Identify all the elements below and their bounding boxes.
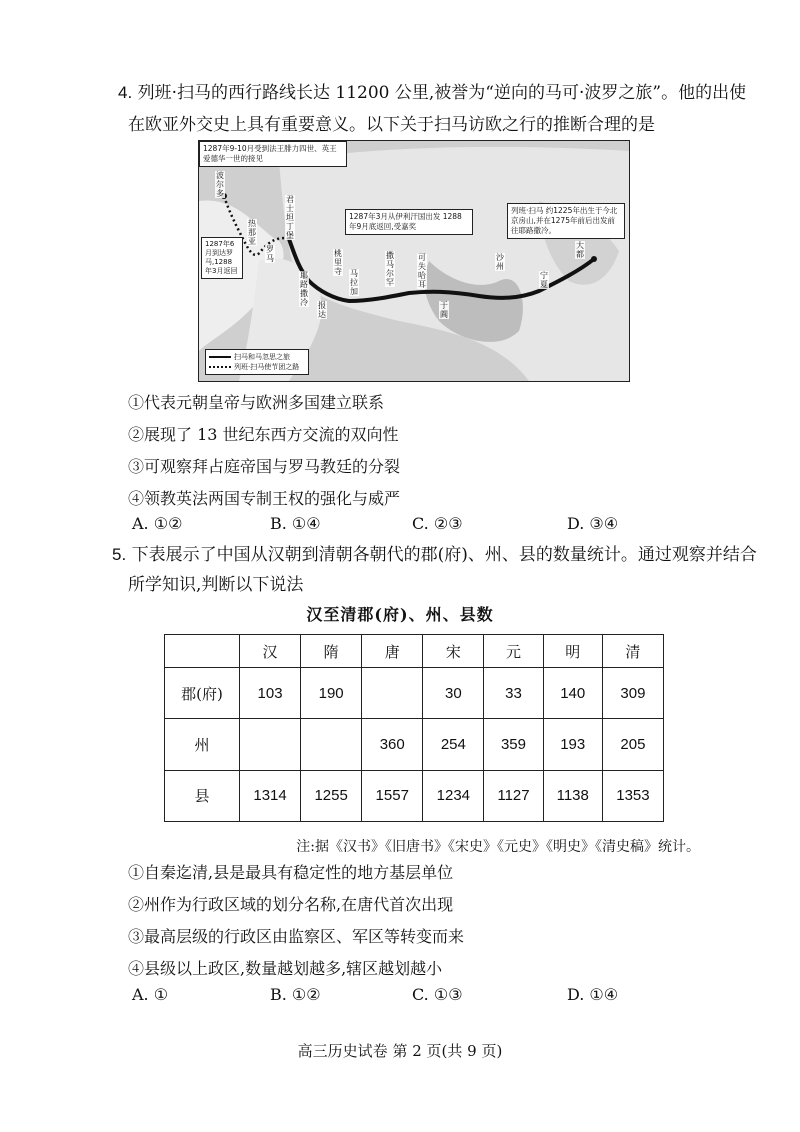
table-header-yuan: 元	[484, 635, 543, 668]
legend-dotted-label: 列班·扫马使节团之路	[234, 363, 300, 371]
map-label-bordeaux: 波尔多	[216, 171, 224, 198]
map-legend	[205, 349, 309, 375]
table-cell: 1127	[484, 770, 543, 821]
legend-dotted-swatch	[209, 366, 231, 368]
q4-choice-d: D. ③④	[567, 514, 619, 533]
q5-option-4: ④县级以上政区,数量越划越多,辖区越划越小	[128, 959, 443, 978]
table-cell: 103	[240, 668, 301, 719]
q5-choice-a: A. ①	[132, 985, 169, 1004]
q4-choice-a: A. ①②	[132, 514, 183, 533]
table-cell: 1353	[602, 770, 663, 821]
row-label-jun: 郡(府)	[165, 668, 240, 719]
table-header-han: 汉	[240, 635, 301, 668]
row-label-zhou: 州	[165, 719, 240, 770]
table-cell: 309	[602, 668, 663, 719]
map-drawing	[199, 141, 629, 381]
table-cell	[362, 668, 423, 719]
map-label-jerusalem: 耶路撒冷	[300, 271, 308, 307]
table-cell: 1557	[362, 770, 423, 821]
table-cell: 254	[423, 719, 484, 770]
table-note: 注:据《汉书》《旧唐书》《宋史》《元史》《明史》《清史稿》统计。	[296, 839, 700, 855]
map-label-ningxia: 宁夏	[540, 271, 548, 289]
q4-stem-line1	[118, 82, 746, 104]
legend-solid-swatch	[209, 356, 231, 358]
row-label-xian: 县	[165, 770, 240, 821]
stats-table	[164, 634, 664, 822]
map-box-right: 列班·扫马 约1225年出生于今北京房山,并在1275年前后出发前往耶路撒冷。	[507, 203, 625, 239]
map-label-khotan: 于阗	[440, 301, 448, 319]
q4-number: 4.	[118, 83, 133, 102]
q4-option-3: ③可观察拜占庭帝国与罗马教廷的分裂	[128, 457, 401, 476]
table-cell: 1234	[423, 770, 484, 821]
table-header-tang: 唐	[362, 635, 423, 668]
map-label-maragheh: 马拉加	[350, 269, 358, 296]
table-cell: 193	[543, 719, 602, 770]
table-cell: 190	[301, 668, 362, 719]
q5-stem-line1	[112, 544, 757, 566]
legend-row-solid	[209, 352, 305, 362]
q4-stem-text-1: 列班·扫马的西行路线长达 11200 公里,被誉为“逆向的马可·波罗之旅”。他的出使	[137, 83, 747, 103]
q4-stem-line2: 在欧亚外交史上具有重要意义。以下关于扫马访欧之行的推断合理的是	[128, 115, 655, 135]
map-label-kashgar: 可失哈耳	[418, 253, 426, 289]
map-box-center: 1287年3月从伊利汗国出发 1288年9月底返回,受嘉奖	[345, 209, 473, 235]
q4-option-1: ①代表元朝皇帝与欧洲多国建立联系	[128, 393, 385, 412]
table-header-song: 宋	[423, 635, 484, 668]
map-label-baghdad: 报达	[318, 301, 326, 319]
table-cell: 140	[543, 668, 602, 719]
map-label-constantinople: 君士坦丁堡	[286, 195, 294, 240]
q4-option-2: ②展现了 13 世纪东西方交流的双向性	[128, 425, 399, 444]
table-row	[165, 668, 664, 719]
map-label-samarkand: 撒马尔罕	[386, 251, 394, 287]
legend-row-dotted	[209, 362, 305, 372]
q5-choice-d: D. ①④	[567, 985, 619, 1004]
table-row	[165, 770, 664, 821]
q5-stem-text-1: 下表展示了中国从汉朝到清朝各朝代的郡(府)、州、县的数量统计。通过观察并结合	[131, 545, 757, 565]
map-label-rome: 罗马	[266, 245, 274, 263]
q5-stem-line2: 所学知识,判断以下说法	[128, 575, 304, 595]
legend-solid-label: 扫马和马忽思之旅	[234, 353, 290, 361]
map-box-top-left: 1287年9-10月受到法王腓力四世、英王爱德华一世的接见	[199, 141, 347, 167]
table-header-row	[165, 635, 664, 668]
q5-option-2: ②州作为行政区域的划分名称,在唐代首次出现	[128, 895, 454, 914]
page-footer: 高三历史试卷 第 2 页(共 9 页)	[297, 1042, 503, 1060]
table-header-ming: 明	[543, 635, 602, 668]
map-label-dadu: 大都	[576, 241, 584, 259]
map-box-left: 1287年6月到达罗马,1288年3月返回	[201, 237, 243, 279]
table-cell: 360	[362, 719, 423, 770]
table-header-qing: 清	[602, 635, 663, 668]
q4-choice-c: C. ②③	[412, 514, 463, 533]
map-label-tabriz: 桃里寺	[334, 249, 342, 276]
table-cell: 33	[484, 668, 543, 719]
table-cell: 1255	[301, 770, 362, 821]
q4-choice-b: B. ①④	[270, 514, 321, 533]
q5-number: 5.	[112, 545, 127, 564]
q5-option-1: ①自秦迄清,县是最具有稳定性的地方基层单位	[128, 863, 454, 882]
table-cell	[301, 719, 362, 770]
q5-choice-b: B. ①②	[270, 985, 321, 1004]
table-title: 汉至清郡(府)、州、县数	[306, 605, 494, 624]
table-row	[165, 719, 664, 770]
table-cell: 30	[423, 668, 484, 719]
route-start-dot	[591, 256, 597, 262]
q4-option-4: ④领教英法两国专制王权的强化与威严	[128, 489, 401, 508]
map-label-genoa: 热那亚	[248, 219, 256, 246]
table-header-sui: 隋	[301, 635, 362, 668]
table-cell: 205	[602, 719, 663, 770]
table-cell: 359	[484, 719, 543, 770]
route-map	[198, 140, 630, 382]
q5-option-3: ③最高层级的行政区由监察区、军区等转变而来	[128, 927, 465, 946]
table-header-corner	[165, 635, 240, 668]
map-label-shazhou: 沙州	[496, 253, 504, 271]
table-cell: 1138	[543, 770, 602, 821]
q5-choice-c: C. ①③	[412, 985, 463, 1004]
table-cell: 1314	[240, 770, 301, 821]
table-cell	[240, 719, 301, 770]
